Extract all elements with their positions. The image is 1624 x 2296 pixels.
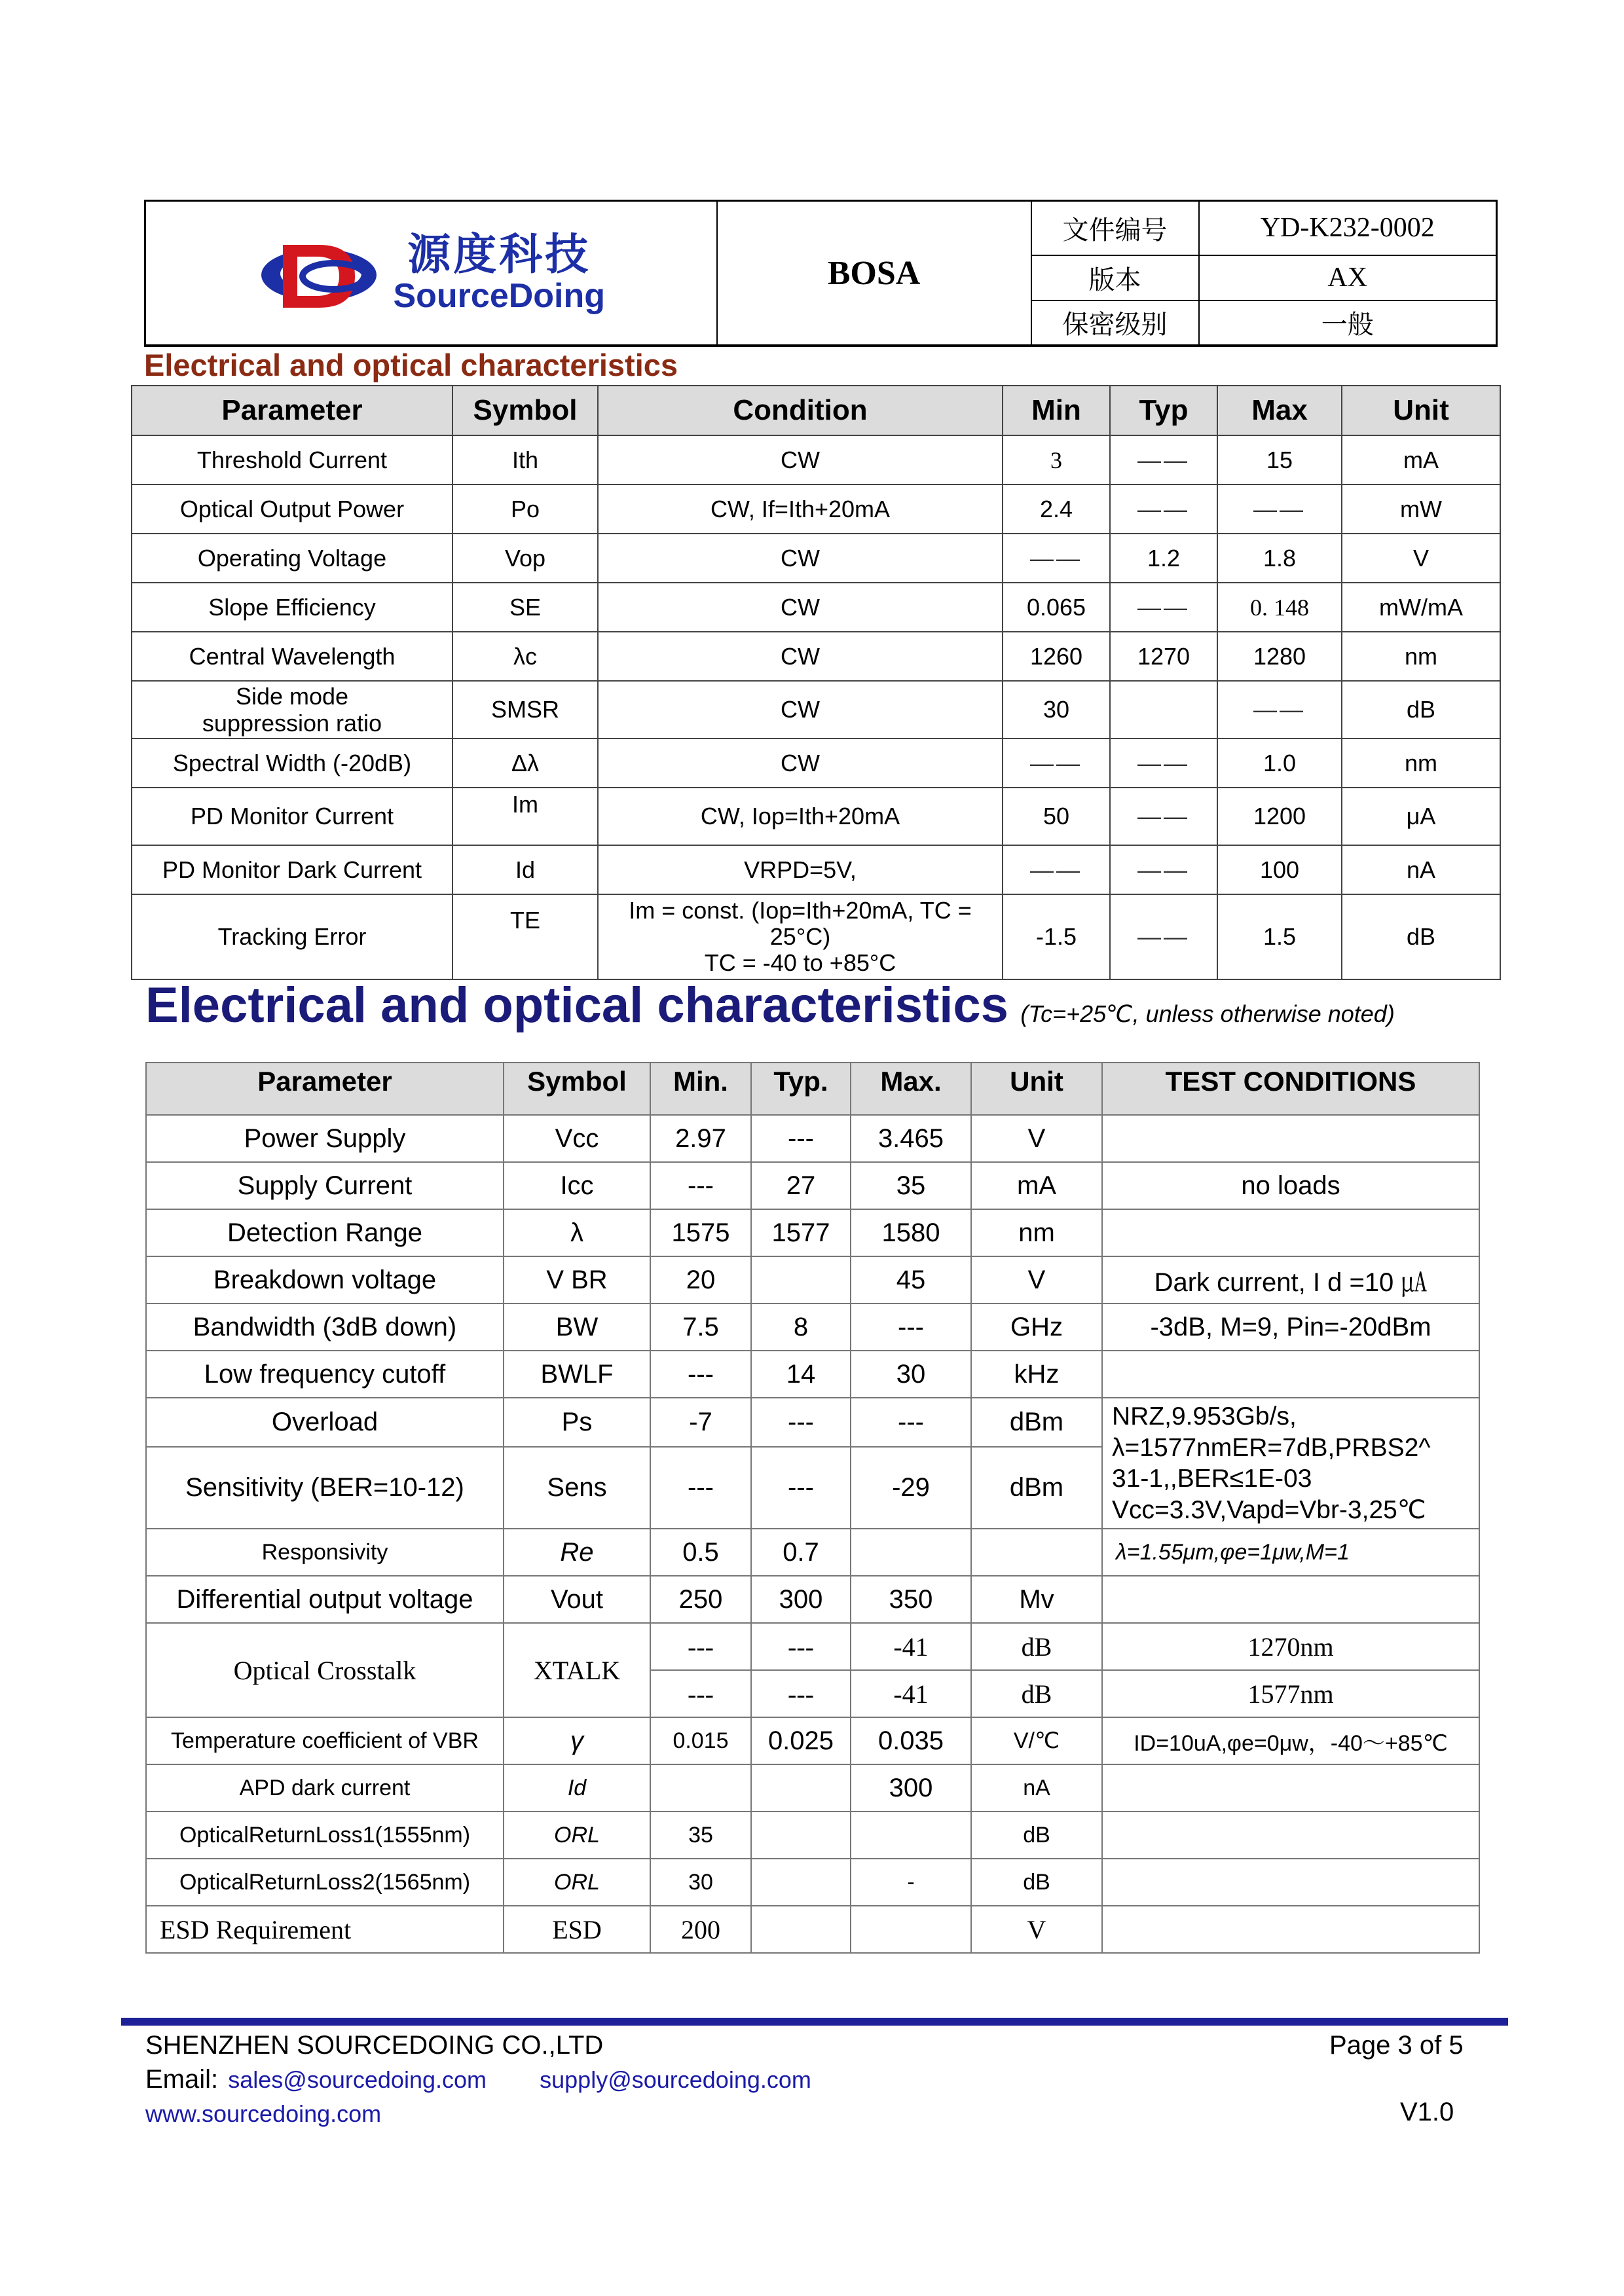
cell: SMSR xyxy=(452,681,598,738)
cell: --- xyxy=(751,1447,851,1529)
section2-heading xyxy=(145,977,1395,1034)
cell: --- xyxy=(650,1670,751,1717)
t1-header-condition: Condition xyxy=(598,386,1003,435)
cell: 200 xyxy=(650,1906,751,1953)
cell: Ps xyxy=(504,1398,650,1447)
footer-email-supply-link[interactable]: supply@sourcedoing.com xyxy=(540,2066,811,2093)
cell: 1577 xyxy=(751,1209,851,1256)
table-row xyxy=(132,583,1500,632)
cell: 1200 xyxy=(1217,788,1342,845)
cell: V xyxy=(971,1115,1102,1162)
cell: OpticalReturnLoss2(1565nm) xyxy=(146,1859,504,1906)
cell: Δλ xyxy=(452,738,598,788)
cell xyxy=(1102,1576,1479,1623)
table-row xyxy=(146,1303,1479,1351)
cell: CW xyxy=(598,738,1003,788)
cell: nm xyxy=(1342,632,1500,681)
table-row xyxy=(132,788,1500,845)
footer-version: V1.0 xyxy=(1400,2098,1454,2126)
cell: Spectral Width (-20dB) xyxy=(132,738,452,788)
cell: dB xyxy=(971,1812,1102,1859)
section1-title: Electrical and optical characteristics xyxy=(144,348,678,382)
cell xyxy=(751,1764,851,1812)
table-row xyxy=(146,1623,1479,1670)
cell: -41 xyxy=(851,1623,971,1670)
t2-header-unit: Unit xyxy=(971,1063,1102,1115)
cell: --- xyxy=(851,1303,971,1351)
cell: —— xyxy=(1110,894,1217,979)
cell: 1.0 xyxy=(1217,738,1342,788)
cell: Dark current, I d =10 ㎂ xyxy=(1102,1256,1479,1303)
t1-header-typ: Typ xyxy=(1110,386,1217,435)
cell: PD Monitor Dark Current xyxy=(132,845,452,894)
cell: 350 xyxy=(851,1576,971,1623)
cell: Ith xyxy=(452,435,598,484)
cell: --- xyxy=(650,1447,751,1529)
cell: Central Wavelength xyxy=(132,632,452,681)
cell: 1280 xyxy=(1217,632,1342,681)
cell xyxy=(1102,1115,1479,1162)
meta-value-doc-no: YD-K232-0002 xyxy=(1199,201,1497,255)
meta-value-version: AX xyxy=(1199,255,1497,301)
cell: 0.015 xyxy=(650,1717,751,1764)
cell: γ xyxy=(504,1717,650,1764)
meta-label-doc-no: 文件编号 xyxy=(1031,201,1199,255)
cell: Vcc xyxy=(504,1115,650,1162)
cell: dB xyxy=(1342,681,1500,738)
section2-subtitle: (Tc=+25℃, unless otherwise noted) xyxy=(1020,1000,1395,1027)
cell: 50 xyxy=(1003,788,1110,845)
cell: 8 xyxy=(751,1303,851,1351)
t1-header-parameter: Parameter xyxy=(132,386,452,435)
t1-header-symbol: Symbol xyxy=(452,386,598,435)
cell xyxy=(851,1529,971,1576)
cell: 1.8 xyxy=(1217,534,1342,583)
cell: Icc xyxy=(504,1162,650,1209)
cell: 250 xyxy=(650,1576,751,1623)
cell xyxy=(1102,1812,1479,1859)
cell: Breakdown voltage xyxy=(146,1256,504,1303)
cell: Tracking Error xyxy=(132,894,452,979)
cell: nA xyxy=(971,1764,1102,1812)
cell: 3 xyxy=(1003,435,1110,484)
cell: 1260 xyxy=(1003,632,1110,681)
cell: --- xyxy=(751,1623,851,1670)
cell: -41 xyxy=(851,1670,971,1717)
footer-email-line xyxy=(145,2065,811,2094)
cell: XTALK xyxy=(504,1623,650,1717)
t2-header-min: Min. xyxy=(650,1063,751,1115)
cell: 1270nm xyxy=(1102,1623,1479,1670)
cell xyxy=(1102,1209,1479,1256)
cell: ID=10uA,φe=0μw，-40～+85℃ xyxy=(1102,1717,1479,1764)
receiver-characteristics-table xyxy=(145,1062,1480,1954)
cell: 35 xyxy=(650,1812,751,1859)
cell: —— xyxy=(1217,681,1342,738)
cell: 1.2 xyxy=(1110,534,1217,583)
table-row xyxy=(146,1115,1479,1162)
cell: dB xyxy=(971,1859,1102,1906)
cell: -29 xyxy=(851,1447,971,1529)
cell: 14 xyxy=(751,1351,851,1398)
cell: 35 xyxy=(851,1162,971,1209)
cell: λc xyxy=(452,632,598,681)
table-row xyxy=(132,632,1500,681)
cell: —— xyxy=(1110,435,1217,484)
cell: Overload xyxy=(146,1398,504,1447)
table-row xyxy=(132,435,1500,484)
cell: λ xyxy=(504,1209,650,1256)
cell: Threshold Current xyxy=(132,435,452,484)
cell: Vout xyxy=(504,1576,650,1623)
cell: ESD Requirement xyxy=(146,1906,504,1953)
section2-title: Electrical and optical characteristics xyxy=(145,977,1008,1033)
cell: Differential output voltage xyxy=(146,1576,504,1623)
cell: 0.5 xyxy=(650,1529,751,1576)
cell xyxy=(971,1529,1102,1576)
cell: dB xyxy=(971,1670,1102,1717)
cell: 3.465 xyxy=(851,1115,971,1162)
cell: --- xyxy=(650,1351,751,1398)
cell: —— xyxy=(1110,788,1217,845)
t2-header-test-conditions: TEST CONDITIONS xyxy=(1102,1063,1479,1115)
cell: CW, Iop=Ith+20mA xyxy=(598,788,1003,845)
table-row xyxy=(146,1576,1479,1623)
cell: --- xyxy=(751,1115,851,1162)
cell xyxy=(1110,681,1217,738)
cell: no loads xyxy=(1102,1162,1479,1209)
cell xyxy=(751,1906,851,1953)
cell: CW xyxy=(598,534,1003,583)
cell: 1577nm xyxy=(1102,1670,1479,1717)
t1-header-max: Max xyxy=(1217,386,1342,435)
cell: TE xyxy=(452,894,598,979)
cell xyxy=(751,1256,851,1303)
cell: 1270 xyxy=(1110,632,1217,681)
product-name: BOSA xyxy=(717,201,1031,346)
cell: 15 xyxy=(1217,435,1342,484)
cell: dBm xyxy=(971,1398,1102,1447)
footer-rule xyxy=(121,2018,1508,2026)
cell: 30 xyxy=(1003,681,1110,738)
cell: CW xyxy=(598,435,1003,484)
cell: V xyxy=(1342,534,1500,583)
cell: 0.065 xyxy=(1003,583,1110,632)
cell: Temperature coefficient of VBR xyxy=(146,1717,504,1764)
cell: 30 xyxy=(851,1351,971,1398)
table-row xyxy=(132,894,1500,979)
cell: Im xyxy=(452,788,598,845)
cell: 0. 148 xyxy=(1217,583,1342,632)
footer-website-link[interactable]: www.sourcedoing.com xyxy=(145,2100,382,2127)
cell: nm xyxy=(971,1209,1102,1256)
logo-cell xyxy=(145,201,717,346)
cell: 300 xyxy=(851,1764,971,1812)
cell: V xyxy=(971,1906,1102,1953)
cell: 1575 xyxy=(650,1209,751,1256)
cell: V xyxy=(971,1256,1102,1303)
cell: dBm xyxy=(971,1447,1102,1529)
cell: 1.5 xyxy=(1217,894,1342,979)
cell: APD dark current xyxy=(146,1764,504,1812)
cell: Re xyxy=(504,1529,650,1576)
cell: dB xyxy=(1342,894,1500,979)
cell: GHz xyxy=(971,1303,1102,1351)
cell: 0.7 xyxy=(751,1529,851,1576)
cell: Sensitivity (BER=10-12) xyxy=(146,1447,504,1529)
cell: Bandwidth (3dB down) xyxy=(146,1303,504,1351)
cell: Responsivity xyxy=(146,1529,504,1576)
cell: BW xyxy=(504,1303,650,1351)
cell: --- xyxy=(751,1398,851,1447)
cell xyxy=(650,1764,751,1812)
cell: Optical Crosstalk xyxy=(146,1623,504,1717)
table-row xyxy=(146,1812,1479,1859)
cell xyxy=(1102,1351,1479,1398)
cell: ORL xyxy=(504,1859,650,1906)
meta-value-confidentiality: 一般 xyxy=(1199,301,1497,346)
table-row xyxy=(132,845,1500,894)
t2-header-symbol: Symbol xyxy=(504,1063,650,1115)
cell: mA xyxy=(1342,435,1500,484)
t2-header-typ: Typ. xyxy=(751,1063,851,1115)
cell: Detection Range xyxy=(146,1209,504,1256)
cell: SE xyxy=(452,583,598,632)
logo-english-name: SourceDoing xyxy=(393,277,606,315)
cell xyxy=(1102,1764,1479,1812)
table-row xyxy=(132,681,1500,738)
table-row xyxy=(132,534,1500,583)
cell: nA xyxy=(1342,845,1500,894)
footer-page-number: Page 3 of 5 xyxy=(1329,2031,1464,2060)
cell: Sens xyxy=(504,1447,650,1529)
table-row xyxy=(146,1764,1479,1812)
cell: —— xyxy=(1110,583,1217,632)
cell: —— xyxy=(1110,484,1217,534)
t1-header-min: Min xyxy=(1003,386,1110,435)
footer-email-label: Email: xyxy=(145,2065,219,2094)
logo-chinese-name: 源度科技 xyxy=(407,229,591,280)
cell: V BR xyxy=(504,1256,650,1303)
cell: 2.4 xyxy=(1003,484,1110,534)
cell: 7.5 xyxy=(650,1303,751,1351)
cell xyxy=(851,1906,971,1953)
cell: --- xyxy=(650,1623,751,1670)
cell: VRPD=5V, xyxy=(598,845,1003,894)
cell: PD Monitor Current xyxy=(132,788,452,845)
cell: —— xyxy=(1003,534,1110,583)
cell: 20 xyxy=(650,1256,751,1303)
cell: 45 xyxy=(851,1256,971,1303)
t1-header-unit: Unit xyxy=(1342,386,1500,435)
cell: dB xyxy=(971,1623,1102,1670)
cell: Slope Efficiency xyxy=(132,583,452,632)
meta-label-confidentiality: 保密级别 xyxy=(1031,301,1199,346)
table-row xyxy=(146,1906,1479,1953)
cell: 100 xyxy=(1217,845,1342,894)
cell: 1580 xyxy=(851,1209,971,1256)
cell: V/℃ xyxy=(971,1717,1102,1764)
cell: nm xyxy=(1342,738,1500,788)
cell: Po xyxy=(452,484,598,534)
cell: Low frequency cutoff xyxy=(146,1351,504,1398)
cell: Supply Current xyxy=(146,1162,504,1209)
meta-label-version: 版本 xyxy=(1031,255,1199,301)
cell: -1.5 xyxy=(1003,894,1110,979)
cell: BWLF xyxy=(504,1351,650,1398)
cell: OpticalReturnLoss1(1555nm) xyxy=(146,1812,504,1859)
cell: Power Supply xyxy=(146,1115,504,1162)
t2-header-parameter: Parameter xyxy=(146,1063,504,1115)
cell xyxy=(1102,1859,1479,1906)
table-row xyxy=(146,1351,1479,1398)
cell: kHz xyxy=(971,1351,1102,1398)
document-header xyxy=(144,200,1498,347)
cell: CW xyxy=(598,583,1003,632)
cell: mA xyxy=(971,1162,1102,1209)
cell: 0.035 xyxy=(851,1717,971,1764)
table-row xyxy=(146,1256,1479,1303)
cell: Optical Output Power xyxy=(132,484,452,534)
cell: Id xyxy=(504,1764,650,1812)
cell xyxy=(751,1859,851,1906)
cell: 0.025 xyxy=(751,1717,851,1764)
sourcedoing-logo-icon xyxy=(257,230,381,316)
cell: —— xyxy=(1110,845,1217,894)
table-row xyxy=(146,1529,1479,1576)
cell xyxy=(851,1812,971,1859)
laser-characteristics-table xyxy=(131,385,1501,980)
cell: --- xyxy=(851,1398,971,1447)
cell xyxy=(751,1812,851,1859)
cell: CW xyxy=(598,681,1003,738)
cell: 300 xyxy=(751,1576,851,1623)
t2-header-max: Max. xyxy=(851,1063,971,1115)
cell: —— xyxy=(1003,738,1110,788)
cell: --- xyxy=(751,1670,851,1717)
cell: Id xyxy=(452,845,598,894)
table-row xyxy=(146,1398,1479,1447)
cell: 27 xyxy=(751,1162,851,1209)
cell: 30 xyxy=(650,1859,751,1906)
cell: ESD xyxy=(504,1906,650,1953)
cell: Vop xyxy=(452,534,598,583)
footer-email-sales-link[interactable]: sales@sourcedoing.com xyxy=(228,2066,487,2093)
cell: -7 xyxy=(650,1398,751,1447)
cell: μA xyxy=(1342,788,1500,845)
table-row xyxy=(146,1717,1479,1764)
cell: —— xyxy=(1003,845,1110,894)
table-row xyxy=(132,738,1500,788)
cell: --- xyxy=(650,1162,751,1209)
table-row xyxy=(146,1162,1479,1209)
footer-company: SHENZHEN SOURCEDOING CO.,LTD xyxy=(145,2031,604,2060)
cell: mW xyxy=(1342,484,1500,534)
table-row xyxy=(146,1209,1479,1256)
cell xyxy=(1102,1906,1479,1953)
cell: -3dB, M=9, Pin=-20dBm xyxy=(1102,1303,1479,1351)
cell: λ=1.55μm,φe=1μw,M=1 xyxy=(1102,1529,1479,1576)
cell: - xyxy=(851,1859,971,1906)
cell: Operating Voltage xyxy=(132,534,452,583)
cell: 2.97 xyxy=(650,1115,751,1162)
cell: mW/mA xyxy=(1342,583,1500,632)
table-row xyxy=(132,484,1500,534)
cell: Im = const. (Iop=Ith+20mA, TC = 25°C) TC = -40 to +85°C xyxy=(598,894,1003,979)
table-row xyxy=(146,1859,1479,1906)
cell: ORL xyxy=(504,1812,650,1859)
cell: Mv xyxy=(971,1576,1102,1623)
cell: CW xyxy=(598,632,1003,681)
cell: CW, If=Ith+20mA xyxy=(598,484,1003,534)
cell: Side mode suppression ratio xyxy=(132,681,452,738)
cell: —— xyxy=(1217,484,1342,534)
cell: —— xyxy=(1110,738,1217,788)
cell: NRZ,9.953Gb/s, λ=1577nmER=7dB,PRBS2^ 31-1,,BER≤1E-03 Vcc=3.3V,Vapd=Vbr-3,25℃ xyxy=(1102,1398,1479,1529)
